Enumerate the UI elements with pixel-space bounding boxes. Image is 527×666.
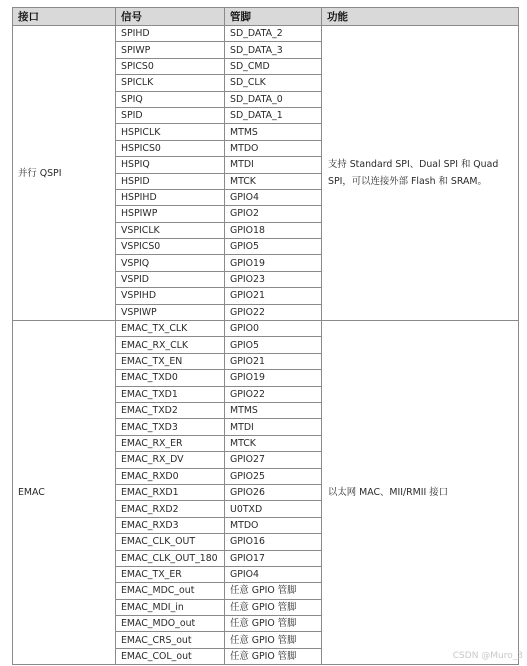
signal-cell: EMAC_MDO_out [116, 616, 225, 632]
pin-cell: GPIO19 [225, 255, 322, 271]
pin-cell: GPIO21 [225, 288, 322, 304]
pin-cell: MTDO [225, 140, 322, 156]
signal-cell: EMAC_MDI_in [116, 599, 225, 615]
pin-cell: GPIO22 [225, 304, 322, 320]
signal-cell: EMAC_RXD0 [116, 468, 225, 484]
pin-cell: 任意 GPIO 管脚 [225, 599, 322, 615]
signal-cell: EMAC_CRS_out [116, 632, 225, 648]
pin-cell: SD_CLK [225, 75, 322, 91]
signal-cell: VSPIHD [116, 288, 225, 304]
pin-cell: GPIO18 [225, 222, 322, 238]
pin-cell: GPIO21 [225, 353, 322, 369]
pin-cell: GPIO5 [225, 239, 322, 255]
signal-cell: HSPID [116, 173, 225, 189]
signal-cell: EMAC_TX_CLK [116, 321, 225, 337]
pin-cell: MTMS [225, 124, 322, 140]
pin-cell: 任意 GPIO 管脚 [225, 583, 322, 599]
pin-cell: SD_DATA_2 [225, 26, 322, 42]
signal-cell: VSPICS0 [116, 239, 225, 255]
pin-cell: GPIO23 [225, 271, 322, 287]
table-row [13, 26, 519, 42]
pin-cell: MTDI [225, 157, 322, 173]
pin-cell: GPIO26 [225, 484, 322, 500]
header-row [13, 8, 519, 26]
pin-cell: GPIO2 [225, 206, 322, 222]
signal-cell: SPICS0 [116, 58, 225, 74]
pin-cell: MTCK [225, 173, 322, 189]
signal-cell: VSPID [116, 271, 225, 287]
interface-cell: 并行 QSPI [13, 26, 116, 321]
header-pin: 管脚 [225, 8, 322, 26]
pin-cell: GPIO22 [225, 386, 322, 402]
pin-cell: 任意 GPIO 管脚 [225, 648, 322, 664]
header-function: 功能 [322, 8, 519, 26]
pin-cell: GPIO4 [225, 566, 322, 582]
signal-cell: EMAC_TXD2 [116, 402, 225, 418]
signal-cell: EMAC_RX_CLK [116, 337, 225, 353]
pin-cell: SD_DATA_1 [225, 107, 322, 123]
interface-cell: EMAC [13, 321, 116, 665]
watermark: CSDN @Muro_3 [452, 651, 523, 661]
signal-cell: HSPIHD [116, 189, 225, 205]
signal-cell: EMAC_CLK_OUT [116, 534, 225, 550]
table-body [13, 26, 519, 665]
signal-cell: HSPICLK [116, 124, 225, 140]
signal-cell: EMAC_RXD3 [116, 517, 225, 533]
signal-cell: HSPICS0 [116, 140, 225, 156]
pin-cell: 任意 GPIO 管脚 [225, 616, 322, 632]
signal-cell: SPID [116, 107, 225, 123]
pin-cell: GPIO16 [225, 534, 322, 550]
signal-cell: SPIHD [116, 26, 225, 42]
signal-cell: EMAC_RXD1 [116, 484, 225, 500]
signal-cell: EMAC_RXD2 [116, 501, 225, 517]
pin-cell: MTCK [225, 435, 322, 451]
signal-cell: EMAC_RX_DV [116, 452, 225, 468]
pin-cell: GPIO25 [225, 468, 322, 484]
signal-cell: SPIWP [116, 42, 225, 58]
pin-cell: GPIO4 [225, 189, 322, 205]
table-row [13, 321, 519, 337]
pin-cell: U0TXD [225, 501, 322, 517]
pin-cell: SD_CMD [225, 58, 322, 74]
signal-cell: HSPIWP [116, 206, 225, 222]
signal-cell: VSPIWP [116, 304, 225, 320]
signal-cell: EMAC_TXD3 [116, 419, 225, 435]
signal-cell: EMAC_TX_ER [116, 566, 225, 582]
pin-cell: GPIO17 [225, 550, 322, 566]
interface-pin-table [12, 7, 519, 665]
pin-cell: SD_DATA_3 [225, 42, 322, 58]
signal-cell: EMAC_COL_out [116, 648, 225, 664]
header-signal: 信号 [116, 8, 225, 26]
signal-cell: EMAC_CLK_OUT_180 [116, 550, 225, 566]
signal-cell: SPICLK [116, 75, 225, 91]
pin-cell: 任意 GPIO 管脚 [225, 632, 322, 648]
signal-cell: EMAC_RX_ER [116, 435, 225, 451]
pin-cell: MTDI [225, 419, 322, 435]
signal-cell: EMAC_TXD1 [116, 386, 225, 402]
signal-cell: EMAC_TXD0 [116, 370, 225, 386]
pin-cell: GPIO0 [225, 321, 322, 337]
signal-cell: EMAC_MDC_out [116, 583, 225, 599]
pin-cell: MTDO [225, 517, 322, 533]
pin-cell: MTMS [225, 402, 322, 418]
pin-cell: GPIO5 [225, 337, 322, 353]
signal-cell: EMAC_TX_EN [116, 353, 225, 369]
function-cell: 支持 Standard SPI、Dual SPI 和 Quad SPI，可以连接外部 Flash 和 SRAM。 [322, 26, 519, 321]
function-cell: 以太网 MAC、MII/RMII 接口 [322, 321, 519, 665]
signal-cell: HSPIQ [116, 157, 225, 173]
header-interface: 接口 [13, 8, 116, 26]
pin-cell: SD_DATA_0 [225, 91, 322, 107]
pin-cell: GPIO27 [225, 452, 322, 468]
signal-cell: VSPICLK [116, 222, 225, 238]
pin-cell: GPIO19 [225, 370, 322, 386]
signal-cell: SPIQ [116, 91, 225, 107]
signal-cell: VSPIQ [116, 255, 225, 271]
